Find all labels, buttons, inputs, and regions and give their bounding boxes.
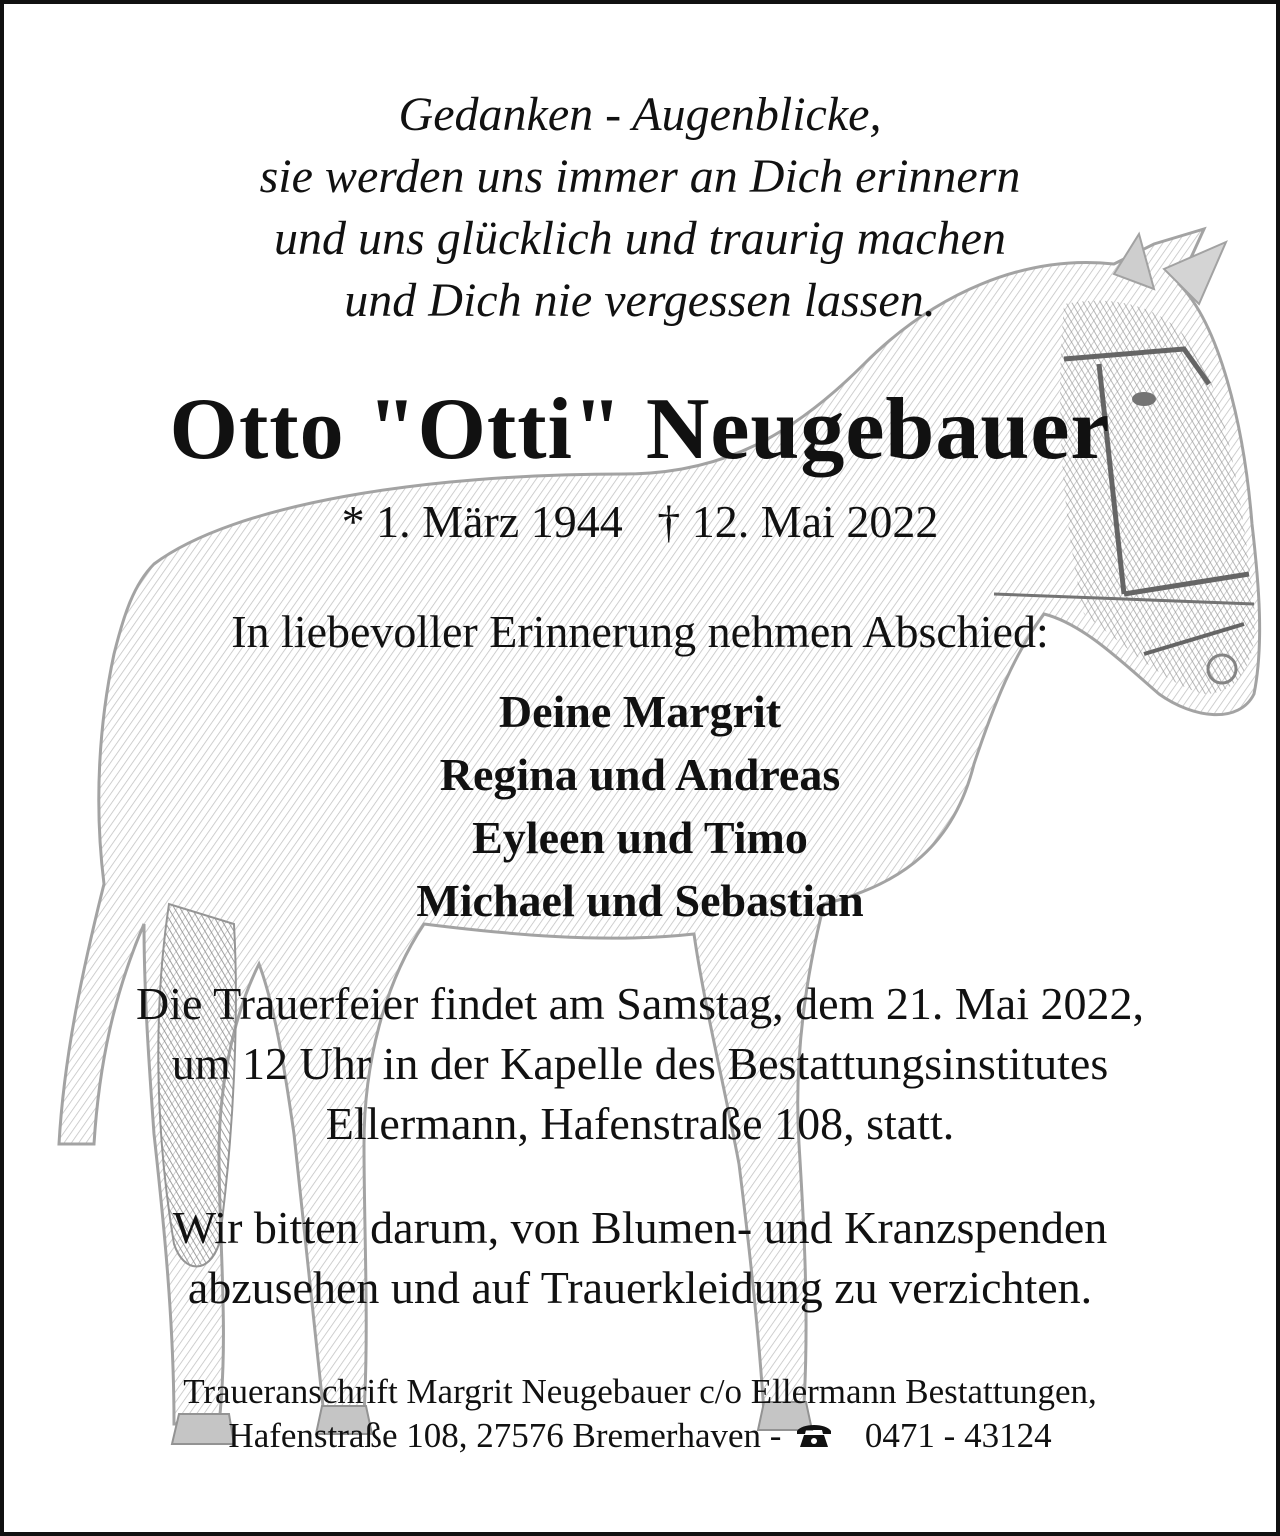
life-dates [4,492,1276,552]
notice-text [4,4,1276,1532]
mourning-address [4,1370,1276,1458]
poem-line: Gedanken - Augenblicke, [398,88,882,141]
mourner-name: Eyleen und Timo [472,812,808,863]
flower-request [4,1198,1276,1318]
deceased-name: Otto "Otti" Neugebauer [169,381,1111,478]
ceremony-line: Die Trauerfeier findet am Samstag, dem 21. Mai 2022, [136,978,1144,1029]
poem-line: und uns glücklich und traurig machen [274,212,1006,265]
birth-date: * 1. März 1944 [341,496,623,547]
mourner-name: Regina und Andreas [439,749,841,800]
address-street: Hafenstraße 108, 27576 Bremerhaven - [228,1416,782,1455]
poem-line: und Dich nie vergessen lassen. [344,274,936,327]
death-date: † 12. Mai 2022 [657,496,939,547]
farewell-line: In liebevoller Erinnerung nehmen Abschied: [231,606,1049,657]
ceremony-line: Ellermann, Hafenstraße 108, statt. [325,1098,955,1149]
address-line: Traueranschrift Margrit Neugebauer c/o Ellermann Bestattungen, [183,1372,1097,1411]
mourner-name: Michael und Sebastian [416,875,864,926]
request-line: abzusehen und auf Trauerkleidung zu verzichten. [187,1262,1093,1313]
address-line-phone [4,1414,1276,1458]
mourners-list [4,680,1276,932]
poem-verse [4,84,1276,332]
request-line: Wir bitten darum, von Blumen- und Kranzspenden [172,1202,1108,1253]
mourner-name: Deine Margrit [498,686,782,737]
ceremony-details [4,974,1276,1154]
poem-line: sie werden uns immer an Dich erinnern [259,150,1021,203]
ceremony-line: um 12 Uhr in der Kapelle des Bestattungsinstitutes [171,1038,1109,1089]
phone-number: 0471 - 43124 [864,1416,1052,1455]
telephone-icon [794,1420,834,1450]
